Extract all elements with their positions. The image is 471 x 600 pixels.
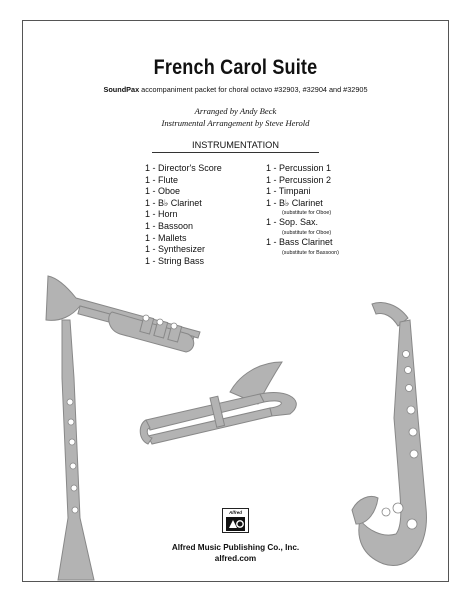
instrument-substitute-note: (substitute for Oboe) <box>282 229 332 236</box>
publisher-name: Alfred Music Publishing Co., Inc. <box>171 543 300 552</box>
saxophone-icon <box>338 298 438 578</box>
instrument-item: 1 - Percussion 1 <box>266 163 332 173</box>
instrument-list-right <box>266 163 339 257</box>
instrument-item: 1 - Synthesizer <box>145 244 206 255</box>
instrument-item: 1 - Bassoon <box>145 220 194 231</box>
instrument-item: 1 - Timpani <box>266 186 311 197</box>
instrument-item: 1 - Percussion 2 <box>266 174 332 185</box>
credits <box>0 105 471 129</box>
subtitle-brand: SoundPax <box>103 85 140 94</box>
instrument-item: 1 - Sop. Sax. <box>266 217 319 228</box>
instrument-item: 1 - Oboe <box>145 186 181 197</box>
instrument-substitute-note: (substitute for Oboe) <box>282 210 332 217</box>
instrumental-credit: Instrumental Arrangement by Steve Herold <box>161 118 310 128</box>
arranger-credit: Arranged by Andy Beck <box>194 106 277 116</box>
instrumentation-heading: INSTRUMENTATION <box>192 140 279 150</box>
page-title: French Carol Suite <box>153 56 318 79</box>
instrument-item: 1 - Flute <box>145 174 179 185</box>
alfred-logo <box>222 508 249 533</box>
instrument-item: 1 - Bass Clarinet <box>266 236 333 247</box>
instrument-substitute-note: (substitute for Bassoon) <box>282 249 339 256</box>
trombone-icon <box>140 358 315 458</box>
instrumentation-divider <box>152 152 319 153</box>
subtitle-text: accompaniment packet for choral octavo #32903, #32904 and #32905 <box>139 85 368 94</box>
instrument-list-left <box>145 163 222 267</box>
logo-mark-icon <box>226 517 245 531</box>
instrument-item: 1 - String Bass <box>145 255 205 266</box>
subtitle <box>0 85 471 94</box>
instrument-item: 1 - Horn <box>145 209 178 220</box>
instrument-item: 1 - B♭ Clarinet <box>266 197 323 208</box>
instrument-item: 1 - Director's Score <box>145 163 222 173</box>
alfred-logo-text: Alfred <box>228 510 242 515</box>
publisher-website: alfred.com <box>214 554 257 563</box>
instrument-item: 1 - Mallets <box>145 232 187 243</box>
instrument-item: 1 - B♭ Clarinet <box>145 197 202 208</box>
